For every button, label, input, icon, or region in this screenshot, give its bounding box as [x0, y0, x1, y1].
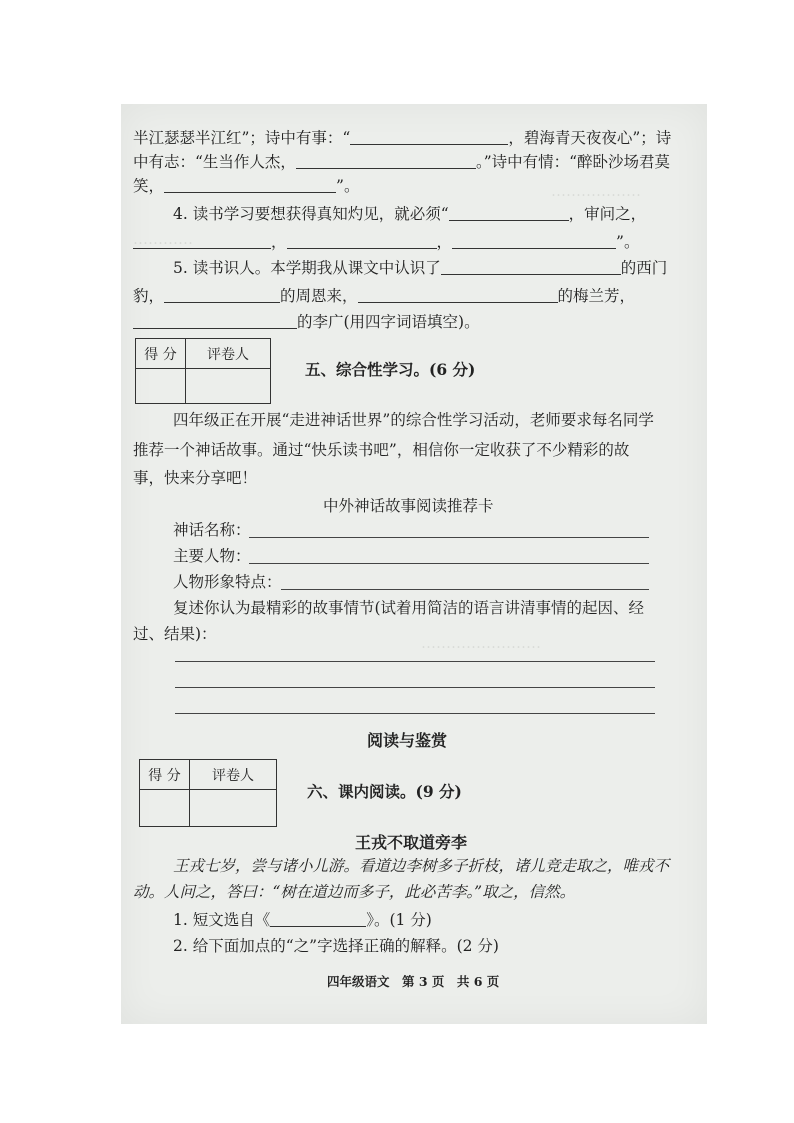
score-label: 得 分: [140, 760, 190, 790]
blank-q5-2[interactable]: [164, 287, 280, 303]
score-cell[interactable]: [140, 790, 190, 826]
section-6-title: 六、课内阅读。(9 分): [307, 782, 462, 801]
myth-name-input-line[interactable]: [249, 537, 649, 538]
poem-line-1: 半江瑟瑟半江红”；诗中有事：“ ，碧海青天夜夜心”；诗: [133, 129, 672, 147]
character-traits-label: 人物形象特点：: [173, 573, 282, 591]
blank-source-book[interactable]: [270, 911, 366, 927]
blank-q4-1[interactable]: [449, 205, 569, 221]
reading-appreciation-header: 阅读与鉴赏: [367, 731, 448, 750]
grader-label: 评卷人: [190, 760, 276, 790]
blank-q5-1[interactable]: [441, 259, 621, 275]
main-characters-label: 主要人物：: [173, 547, 251, 565]
bleed-through-3: ……………………: [421, 634, 541, 652]
poem-line-2: 中有志：“生当作人杰， 。”诗中有情：“醉卧沙场君莫: [133, 153, 671, 171]
blank-q5-3[interactable]: [358, 287, 558, 303]
question-4-line-2: ， ， ”。: [133, 232, 639, 252]
section-5-paragraph-line-1: 四年级正在开展“走进神话世界”的综合性学习活动，老师要求每名同学: [173, 411, 654, 429]
question-6-1: 1. 短文选自《 》。(1 分): [173, 911, 432, 929]
passage-line-1: 王戎七岁，尝与诸小儿游。看道边李树多子折枝，诸儿竞走取之，唯戎不: [173, 857, 670, 875]
blank-q4-4[interactable]: [452, 233, 616, 249]
blank-q4-3[interactable]: [287, 233, 437, 249]
grader-cell[interactable]: [186, 369, 270, 403]
question-4-line-1: 4. 读书学习要想获得真知灼见，就必须“ ，审问之，: [173, 205, 647, 223]
poem-line-3: 笑， ”。: [133, 177, 360, 195]
section-5-paragraph-line-2: 推荐一个神话故事。通过“快乐读书吧”，相信你一定收获了不少精彩的故: [133, 441, 630, 459]
question-5-line-2: 豹， 的周恩来， 的梅兰芳，: [133, 287, 636, 305]
retell-prompt-line-2: 过、结果)：: [133, 625, 217, 643]
recommendation-card-title: 中外神话故事阅读推荐卡: [323, 497, 494, 515]
character-traits-input-line[interactable]: [281, 589, 649, 590]
bleed-through-2: …………: [133, 230, 193, 248]
blank-poem-1[interactable]: [350, 129, 508, 145]
question-6-2: 2. 给下面加点的“之”字选择正确的解释。(2 分): [173, 937, 499, 955]
grader-cell[interactable]: [190, 790, 276, 826]
grader-label: 评卷人: [186, 339, 270, 369]
myth-name-label: 神话名称：: [173, 521, 251, 539]
blank-poem-2[interactable]: [296, 153, 476, 169]
score-cell[interactable]: [136, 369, 186, 403]
score-label: 得 分: [136, 339, 186, 369]
question-5-line-1: 5. 读书识人。本学期我从课文中认识了 的西门: [173, 259, 668, 277]
page-footer: 四年级语文 第 3 页 共 6 页: [327, 974, 500, 989]
question-5-line-3: 的李广(用四字词语填空)。: [133, 312, 480, 332]
exam-page: [121, 104, 707, 1024]
retell-prompt-line-1: 复述你认为最精彩的故事情节(试着用简洁的语言讲清事情的起因、经: [173, 599, 645, 617]
passage-line-2: 动。人问之，答曰：“树在道边而多子，此必苦李。”取之，信然。: [133, 883, 576, 901]
blank-q4-2[interactable]: [133, 233, 271, 249]
retell-answer-line-1[interactable]: [175, 661, 655, 662]
retell-answer-line-2[interactable]: [175, 687, 655, 688]
section-5-paragraph-line-3: 事，快来分享吧！: [133, 469, 258, 487]
blank-poem-3[interactable]: [164, 177, 336, 193]
main-characters-input-line[interactable]: [249, 563, 649, 564]
retell-answer-line-3[interactable]: [175, 713, 655, 714]
blank-q5-4[interactable]: [133, 313, 297, 329]
score-box-section-5: [135, 338, 271, 404]
bleed-through-1: ………………: [551, 182, 641, 200]
section-5-title: 五、综合性学习。(6 分): [305, 360, 476, 379]
score-box-section-6: [139, 759, 277, 827]
passage-title: 王戎不取道旁李: [355, 833, 468, 852]
